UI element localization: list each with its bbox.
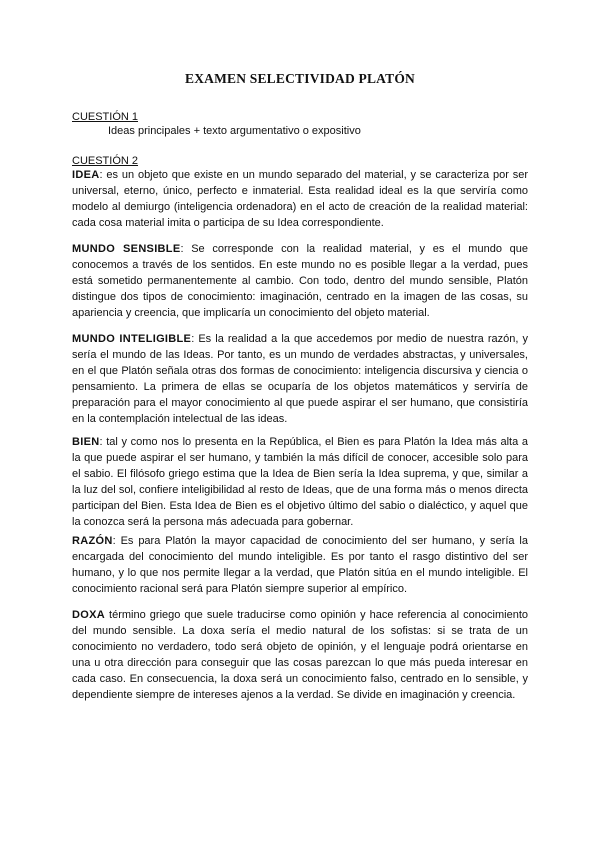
- page-title: EXAMEN SELECTIVIDAD PLATÓN: [185, 71, 415, 86]
- term-doxa: DOXA: [72, 609, 105, 621]
- paragraph-razon: [72, 533, 528, 597]
- term-razon: RAZÓN: [72, 535, 113, 547]
- cuestion-1-text: Ideas principales + texto argumentativo o expositivo: [108, 125, 361, 137]
- term-bien: BIEN: [72, 436, 100, 448]
- paragraph-bien: [72, 434, 528, 530]
- definition-razon: : Es para Platón la mayor capacidad de conocimiento del ser humano, y sería la encargada del conocimiento del mundo inteligible. Es por tanto el rasgo distintivo del ser humano, y lo que nos permite llegar a la verdad, que Platón sitúa en el mundo inteligible. El conocimiento racional será para Platón siempre superior al empírico.: [72, 535, 528, 595]
- term-mundo-sensible: MUNDO SENSIBLE: [72, 243, 181, 255]
- paragraph-idea: [72, 167, 528, 231]
- definition-doxa: término griego que suele traducirse como opinión y hace referencia al conocimiento del mundo sensible. La doxa sería el medio natural de los sofistas: si se trata de un conocimiento no verdadero, todo será objeto de opinión, y el lenguaje podrá orientarse en una u otra dirección para conseguir que las cosas parezcan lo que más pueda interesar en cada caso. En consecuencia, la doxa será un conocimiento falso, centrado en lo sensible, y dependiente siempre de intereses ajenos a la verdad. Se divide en imaginación y creencia.: [72, 609, 528, 701]
- paragraph-mundo-inteligible: [72, 331, 528, 427]
- paragraph-mundo-sensible: [72, 241, 528, 321]
- term-mundo-inteligible: MUNDO INTELIGIBLE: [72, 333, 192, 345]
- paragraph-doxa: [72, 607, 528, 703]
- definition-idea: : es un objeto que existe en un mundo separado del material, y se caracteriza por ser universal, eterno, único, perfecto e inmaterial. Esta realidad ideal es la que serviría como modelo al demiurgo (inteligencia ordenadora) en el acto de creación de la realidad material: cada cosa material imita o participa de su Idea correspondiente.: [72, 169, 528, 229]
- definition-mundo-inteligible: : Es la realidad a la que accedemos por medio de nuestra razón, y sería el mundo de las Ideas. Por tanto, es un mundo de verdades abstractas, y universales, en el que Platón señala otras dos formas de conocimiento: inteligencia discursiva y ciencia o pensamiento. La primera de ellas se ocuparía de los objetos matemáticos y serviría de preparación para el mayor conocimiento al que puede aspirar el ser humano, que consistiría en la contemplación intelectual de las ideas.: [72, 333, 528, 425]
- definition-bien: : tal y como nos lo presenta en la República, el Bien es para Platón la Idea más alta a la que puede aspirar el ser humano, y también la más difícil de conocer, accesible solo para el sabio. El filósofo griego estima que la Idea de Bien sería la Idea suprema, y que, similar a la luz del sol, confiere inteligibilidad al resto de Ideas, que de una forma más o menos directa participan del Bien. Esta Idea de Bien es el objetivo último del sabio o dialéctico, y aquel que la conozca será la persona más adecuada para gobernar.: [72, 436, 528, 528]
- definition-mundo-sensible: : Se corresponde con la realidad material, y es el mundo que conocemos a través de los sentidos. En este mundo no es posible llegar a la verdad, pues está sometido permanentemente al cambio. Con todo, dentro del mundo sensible, Platón distingue dos tipos de conocimiento: imaginación, centrado en la imagen de las cosas, su apariencia y creencia, que implicaría un conocimiento del objeto material.: [72, 243, 528, 319]
- term-idea: IDEA: [72, 169, 100, 181]
- cuestion-2-heading: CUESTIÓN 2: [72, 155, 139, 167]
- cuestion-1-heading: CUESTIÓN 1: [72, 111, 139, 123]
